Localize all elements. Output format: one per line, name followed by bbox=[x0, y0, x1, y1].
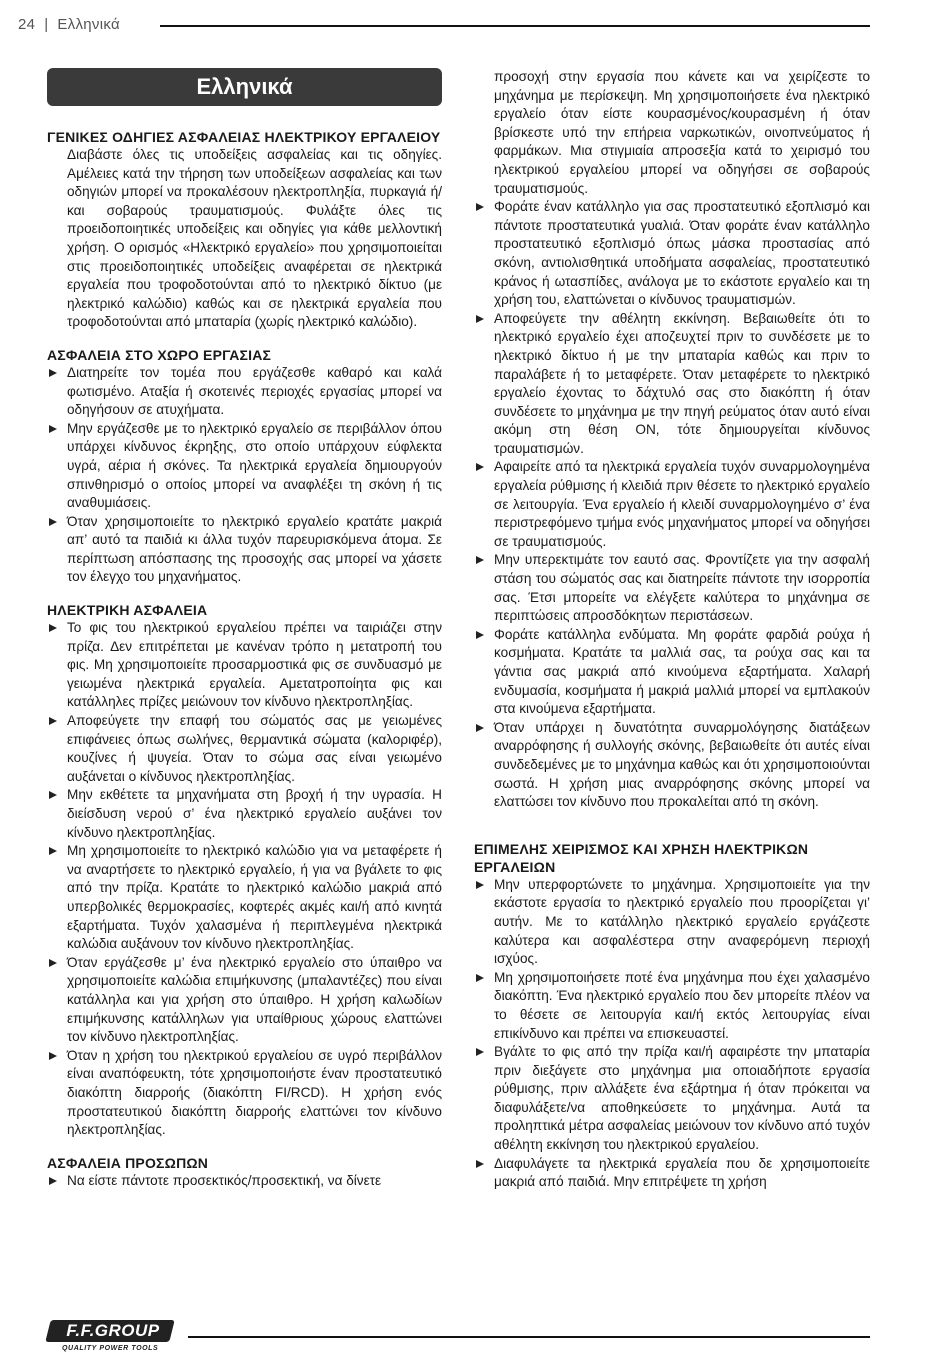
handling-title: ΕΠΙΜΕΛΗΣ ΧΕΙΡΙΣΜΟΣ ΚΑΙ ΧΡΗΣΗ ΗΛΕΚΤΡΙΚΩΝ ΕΡΓΑΛΕΙΩΝ bbox=[474, 840, 809, 875]
bullet-arrow-icon bbox=[49, 717, 57, 725]
bullet-arrow-icon bbox=[476, 203, 484, 211]
list-item: Βγάλτε το φις από την πρίζα και/ή αφαιρέστε την μπαταρία πριν διεξάγετε στο μηχάνημα μια οποιαδήποτε εργασία ρύθμισης, πριν αλλάξετε ένα εξάρτημα ή όταν πρόκειται να διαφυλάξετε/να αποθηκεύσετε το μηχάνημα. Αυτά τα προληπτικά μέτρα ασφαλείας μειώνουν τον κίνδυνο από τυχόν αθέλητη εκκίνηση του ηλεκτρικού εργαλείου. bbox=[474, 1043, 870, 1155]
list-item: Το φις του ηλεκτρικού εργαλείου πρέπει να ταιριάζει στην πρίζα. Δεν επιτρέπεται με κανέναν τρόπο η μετατροπή του φις. Μη χρησιμοποιείτε προσαρμοστικά φις σε συνδυασμό με γειωμένα ηλεκτρικά εργαλεία. Αμετατροποίητα φις και κατάλληλες πρίζες μειώνουν τον κίνδυνο ηλεκτροπληξίας. bbox=[47, 619, 442, 712]
list-item: Όταν χρησιμοποιείτε το ηλεκτρικό εργαλείο κρατάτε μακριά απ’ αυτό τα παιδιά κι άλλα τυχόν παρευρισκόμενα άτομα. Σε περίπτωση απόσπασης της προσοχής σας μπορεί να χάσετε τον έλεγχο του μηχανήματος. bbox=[47, 513, 442, 587]
bullet-arrow-icon bbox=[476, 724, 484, 732]
list-item: Μην εκθέτετε τα μηχανήματα στη βροχή ή την υγρασία. Η διείσδυση νερού σ’ ένα ηλεκτρικό εργαλείο αυξάνει τον κίνδυνο ηλεκτροπληξίας. bbox=[47, 786, 442, 842]
list-item: Μη χρησιμοποιείτε το ηλεκτρικό καλώδιο για να μεταφέρετε ή να αναρτήσετε το ηλεκτρικό εργαλείο, ή για να βγάλετε το φις από την πρίζα. Κρατάτε το ηλεκτρικό καλώδιο μακριά από υπερβολικές θερμοκρασίες, κοφτερές ακμές και/ή από κινητά εξαρτήματα. Τυχόν χαλασμένα ή περιπλεγμένα ηλεκτρικά καλώδια αυξάνουν τον κίνδυνο ηλεκτροπληξίας. bbox=[47, 842, 442, 954]
list-item: Μην υπερφορτώνετε το μηχάνημα. Χρησιμοποιείτε για την εκάστοτε εργασία το ηλεκτρικό εργαλείο που προορίζεται γι’ αυτήν. Με το κατάλληλο ηλεκτρικό εργαλείο εργάζεστε καλύτερα και ασφαλέστερα στην αναφερόμενη περιοχή ισχύος. bbox=[474, 876, 870, 969]
list-item: Μην εργάζεσθε με το ηλεκτρικό εργαλείο σε περιβάλλον όπου υπάρχει κίνδυνος έκρηξης, στο οποίο υπάρχουν εύφλεκτα υγρά, αέρια ή σκόνες. Τα ηλεκτρικά εργαλεία δημιουργούν σπινθηρισμό ο οποίος μπορεί να αναφλέξει τη σκόνη ή τις αναθυμιάσεις. bbox=[47, 420, 442, 513]
right-column bbox=[474, 68, 870, 1192]
list-item: Όταν εργάζεσθε μ’ ένα ηλεκτρικό εργαλείο στο ύπαιθρο να χρησιμοποιείτε καλώδια επιμήκυνσης (μπαλαντέζες) που είναι κατάλληλα και για χρήση στο ύπαιθρο. Η χρήση καλωδίων επιμήκυνσης κατάλληλων για υπαίθριους χώρους ελαττώνει τον κίνδυνο ηλεκτροπληξίας. bbox=[47, 954, 442, 1047]
personal-title: ΑΣΦΑΛΕΙΑ ΠΡΟΣΩΠΩΝ bbox=[47, 1154, 209, 1171]
bullet-arrow-icon bbox=[476, 1048, 484, 1056]
bullet-arrow-icon bbox=[49, 847, 57, 855]
bullet-arrow-icon bbox=[49, 518, 57, 526]
list-item: Αποφεύγετε την αθέλητη εκκίνηση. Βεβαιωθείτε ότι το ηλεκτρικό εργαλείο έχει αποζευχτεί πριν το συνδέσετε με το ηλεκτρικό δίκτυο ή με την μπαταρία καθώς και πριν το παραλάβετε ή το μεταφέρετε. Όταν μεταφέρετε το ηλεκτρικό εργαλείο έχοντας το δάχτυλό σας στο διακόπτη ή όταν συνδέσετε το μηχάνημα με την πηγή ρεύματος όταν αυτό είναι ακόμη στη θέση ON, τότε δημιουργείται κίνδυνος τραυματισμών. bbox=[474, 310, 870, 459]
electrical-list bbox=[47, 619, 442, 1140]
left-column bbox=[47, 68, 442, 1190]
list-item: Μη χρησιμοποιήσετε ποτέ ένα μηχάνημα που έχει χαλασμένο διακόπτη. Ένα ηλεκτρικό εργαλείο που δεν μπορείτε πλέον να το θέσετε σε λειτουργία και/ή εκτός λειτουργίας είναι επικίνδυνο και πρέπει να επισκευαστεί. bbox=[474, 969, 870, 1043]
bullet-arrow-icon bbox=[476, 556, 484, 564]
personal-list-start bbox=[47, 1172, 442, 1191]
list-item: Αποφεύγετε την επαφή του σώματός σας με γειωμένες επιφάνειες όπως σωλήνες, θερμαντικά σώματα (καλοριφέρ), κουζίνες ή ψυγεία. Όταν το σώμα σας είναι γειωμένο αυξάνεται ο κίνδυνος ηλεκτροπληξίας. bbox=[47, 712, 442, 786]
list-item: Διατηρείτε τον τομέα που εργάζεσθε καθαρό και καλά φωτισμένο. Αταξία ή σκοτεινές περιοχές εργασίας μπορεί να οδηγήσουν σε ατυχήματα. bbox=[47, 364, 442, 420]
list-item: Φοράτε έναν κατάλληλο για σας προστατευτικό εξοπλισμό και πάντοτε προστατευτικά γυαλιά. Όταν φοράτε έναν κατάλληλο προστατευτικό εξοπλισμό όπως μάσκα προστασίας από σκόνη, αντιολισθητικά υποδήματα ασφαλείας, προστατευτικό κράνος ή ωτασπίδες, ανάλογα με το εκάστοτε εργαλείο και τη χρήση του, ελαττώνεται ο κίνδυνος τραυματισμών. bbox=[474, 198, 870, 310]
workplace-title: ΑΣΦΑΛΕΙΑ ΣΤΟ ΧΩΡΟ ΕΡΓΑΣΙΑΣ bbox=[47, 346, 272, 363]
footer-rule bbox=[188, 1336, 870, 1338]
bullet-arrow-icon bbox=[49, 1177, 57, 1185]
general-text: Διαβάστε όλες τις υποδείξεις ασφαλείας και τις οδηγίες. Αμέλειες κατά την τήρηση των υποδείξεων ασφαλείας και των οδηγιών μπορεί να προκαλέσουν ηλεκτροπληξία, πυρκαγιά ή/και σοβαρούς τραυματισμούς. Φυλάξτε όλες τις προειδοποιητικές υποδείξεις και οδηγίες για κάθε μελλοντική χρήση. Ο ορισμός «Ηλεκτρικό εργαλείο» που χρησιμοποιείται στις προειδοποιητικές υποδείξεις αναφέρεται σε ηλεκτρικά εργαλεία που τροφοδοτούνται από το ηλεκτρικό δίκτυο (με ηλεκτρικό καλώδιο) καθώς και σε ηλεκτρικά εργαλεία που τροφοδοτούνται από μπαταρία (χωρίς ηλεκτρικό καλώδιο). bbox=[67, 147, 442, 330]
page-header-text bbox=[18, 16, 120, 33]
general-title: ΓΕΝΙΚΕΣ ΟΔΗΓΙΕΣ ΑΣΦΑΛΕΙΑΣ ΗΛΕΚΤΡΙΚΟΥ ΕΡΓΑΛΕΙΟΥ bbox=[47, 129, 441, 145]
page-number: 24 bbox=[18, 16, 36, 33]
list-item: Όταν υπάρχει η δυνατότητα συναρμολόγησης διατάξεων αναρρόφησης ή συλλογής σκόνης, βεβαιωθείτε ότι αυτές είναι συνδεδεμένες με το μηχάνημα καθώς και ότι χρησιμοποιούνται σωστά. Η χρήση μιας αναρρόφησης σκόνης μπορεί να ελαττώσει τον κίνδυνο που προκαλείται από τη σκόνη. bbox=[474, 719, 870, 812]
bullet-arrow-icon bbox=[476, 1160, 484, 1168]
page-footer bbox=[48, 1320, 870, 1360]
list-item: Φοράτε κατάλληλα ενδύματα. Μη φοράτε φαρδιά ρούχα ή κοσμήματα. Κρατάτε τα μαλλιά σας, τα ρούχα σας και τα γάντια σας μακριά από κινούμενα εξαρτήματα. Χαλαρή ενδυμασία, κοσμήματα ή μακριά μαλλιά μπορεί να εμπλακούν στα κινούμενα εξαρτήματα. bbox=[474, 626, 870, 719]
bullet-arrow-icon bbox=[49, 425, 57, 433]
list-item: Διαφυλάγετε τα ηλεκτρικά εργαλεία που δε χρησιμοποιείτε μακριά από παιδιά. Μην επιτρέψετε τη χρήση bbox=[474, 1155, 870, 1192]
bullet-arrow-icon bbox=[476, 463, 484, 471]
bullet-arrow-icon bbox=[476, 881, 484, 889]
bullet-arrow-icon bbox=[49, 1052, 57, 1060]
header-language: Ελληνικά bbox=[57, 16, 120, 33]
bullet-arrow-icon bbox=[476, 315, 484, 323]
bullet-arrow-icon bbox=[49, 791, 57, 799]
bullet-arrow-icon bbox=[49, 959, 57, 967]
electrical-title: ΗΛΕΚΤΡΙΚΗ ΑΣΦΑΛΕΙΑ bbox=[47, 602, 208, 619]
workplace-list bbox=[47, 364, 442, 587]
list-item: Να είστε πάντοτε προσεκτικός/προσεκτική, να δίνετε bbox=[47, 1172, 442, 1191]
page-header bbox=[18, 14, 870, 38]
list-item: Μην υπερεκτιμάτε τον εαυτό σας. Φροντίζετε για την ασφαλή στάση του σώματός σας και διατηρείτε πάντοτε την ισορροπία σας. Έτσι μπορείτε να ελέγξετε καλύτερα το μηχάνημα σε περιπτώσεις απροσδόκητων περιστάσεων. bbox=[474, 551, 870, 625]
header-rule bbox=[160, 25, 870, 27]
logo-tagline: QUALITY POWER TOOLS bbox=[62, 1345, 159, 1352]
bullet-arrow-icon bbox=[49, 369, 57, 377]
list-item: Όταν η χρήση του ηλεκτρικού εργαλείου σε υγρό περιβάλλον είναι αναπόφευκτη, τότε χρησιμοποιήστε έναν προστατευτικό διακόπτη διαρροής (διακόπτη FI/RCD). Η χρήση ενός προστατευτικού διακόπτη διαρροής ελαττώνει τον κίνδυνο ηλεκτροπληξίας. bbox=[47, 1047, 442, 1140]
personal-item-continuation: προσοχή στην εργασία που κάνετε και να χειρίζεστε το μηχάνημα με περίσκεψη. Μη χρησιμοποιήσετε ένα ηλεκτρικό εργαλείο όταν είστε κουρασμένος/κουρασμένη ή όταν βρίσκεστε υπό την επήρεια ναρκωτικών, οινοπνεύματος ή φαρμάκων. Μια στιγμιαία απροσεξία κατά το χειρισμό του ηλεκτρικού εργαλείου μπορεί να οδηγήσει σε σοβαρούς τραυματισμούς. bbox=[494, 69, 870, 196]
bullet-arrow-icon bbox=[476, 974, 484, 982]
language-banner: Ελληνικά bbox=[47, 68, 442, 106]
handling-list bbox=[474, 876, 870, 1192]
logo-text: F.F.GROUP bbox=[66, 1321, 160, 1340]
list-item: Αφαιρείτε από τα ηλεκτρικά εργαλεία τυχόν συναρμολογημένα εργαλεία ρύθμισης ή κλειδιά πριν θέσετε το ηλεκτρικό εργαλείο σε λειτουργία. Ένα εργαλείο ή κλειδί συναρμολογημένο σ’ ένα περιστρεφόμενο τμήμα ενός μηχανήματος μπορεί να οδηγήσει σε τραυματισμούς. bbox=[474, 458, 870, 551]
personal-list bbox=[474, 198, 870, 812]
bullet-arrow-icon bbox=[49, 624, 57, 632]
bullet-arrow-icon bbox=[476, 631, 484, 639]
header-separator: | bbox=[44, 16, 49, 33]
